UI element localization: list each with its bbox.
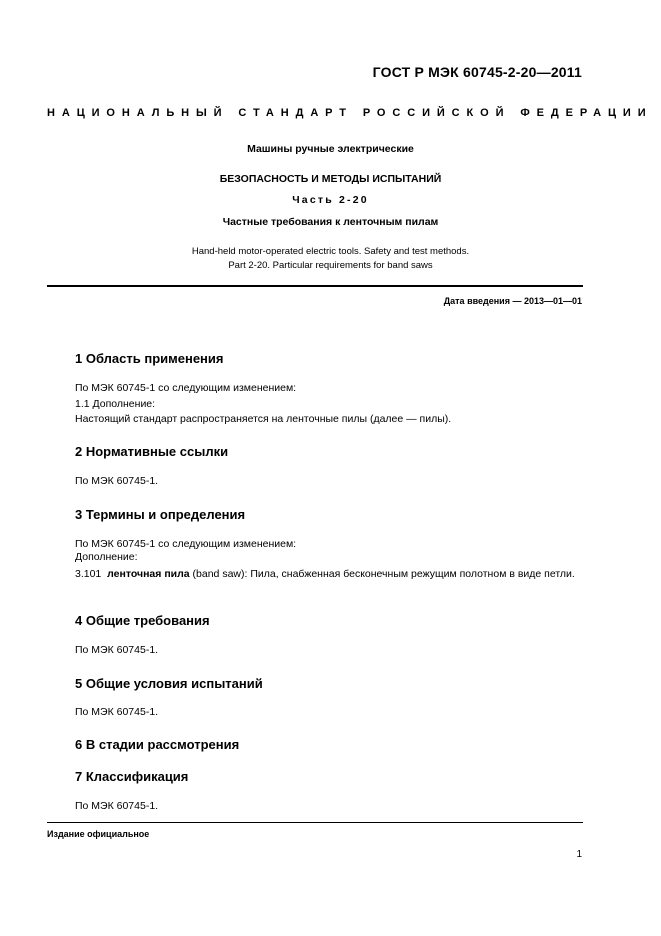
footer-divider [47, 822, 583, 823]
section-5-text: По МЭК 60745-1. [75, 706, 159, 718]
title-line-4: Частные требования к ленточным пилам [222, 216, 439, 228]
definition-text: (band saw): Пила, снабженная бесконечным режущим полотном в виде петли. [192, 568, 575, 580]
page-number: 1 [576, 849, 582, 860]
section-4-heading: 4 Общие требования [75, 613, 210, 628]
document-code: ГОСТ Р МЭК 60745-2-20—2011 [372, 64, 582, 80]
national-standard-title: НАЦИОНАЛЬНЫЙ СТАНДАРТ РОССИЙСКОЙ ФЕДЕРАЦИИ [47, 107, 653, 119]
title-line-1: Машины ручные электрические [247, 143, 414, 155]
section-1-text-1: По МЭК 60745-1 со следующим изменением: [75, 382, 297, 394]
effective-date: Дата введения — 2013—01—01 [443, 296, 582, 306]
title-part: Часть 2-20 [292, 194, 369, 206]
official-edition-note: Издание официальное [47, 829, 150, 839]
section-3-heading: 3 Термины и определения [75, 507, 246, 522]
section-4-text: По МЭК 60745-1. [75, 644, 159, 656]
section-5-heading: 5 Общие условия испытаний [75, 676, 263, 691]
section-3-text-1: По МЭК 60745-1 со следующим изменением: [75, 538, 297, 550]
english-title-line-1: Hand-held motor-operated electric tools. Safety and test methods. [191, 246, 470, 257]
section-2-text: По МЭК 60745-1. [75, 475, 159, 487]
section-1-text-3: Настоящий стандарт распространяется на ленточные пилы (далее — пилы). [75, 413, 452, 425]
section-2-heading: 2 Нормативные ссылки [75, 444, 229, 459]
section-1-text-2: 1.1 Дополнение: [75, 398, 156, 410]
section-1-heading: 1 Область применения [75, 351, 224, 366]
title-divider [47, 285, 583, 287]
section-7-text: По МЭК 60745-1. [75, 800, 159, 812]
definition-3-101 [47, 566, 583, 582]
definition-number: 3.101 [75, 568, 102, 580]
section-6-heading: 6 В стадии рассмотрения [75, 737, 240, 752]
definition-term: ленточная пила [107, 568, 190, 580]
title-line-2: БЕЗОПАСНОСТЬ И МЕТОДЫ ИСПЫТАНИЙ [219, 173, 442, 185]
english-title-line-2: Part 2-20. Particular requirements for band saws [228, 260, 433, 271]
section-3-text-2: Дополнение: [75, 551, 138, 563]
section-7-heading: 7 Классификация [75, 769, 189, 784]
